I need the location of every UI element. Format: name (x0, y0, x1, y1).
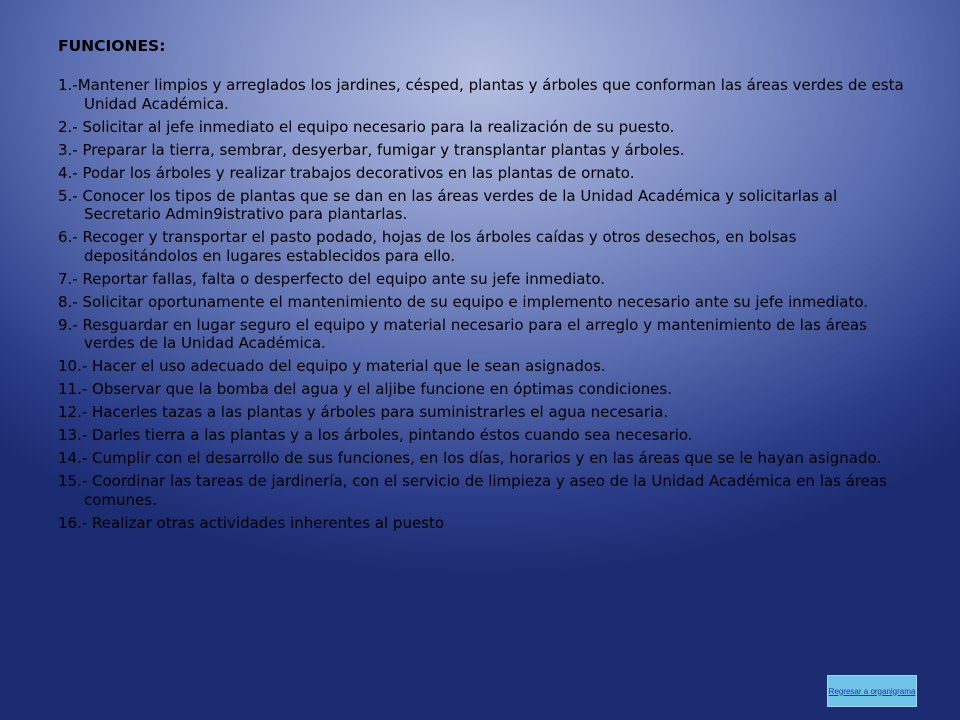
list-item: 8.- Solicitar oportunamente el mantenimiento de su equipo e implemento necesario ante su jefe inmediato. (58, 292, 869, 311)
functions-list (58, 76, 908, 532)
list-item: 5.- Conocer los tipos de plantas que se dan en las áreas verdes de la Unidad Académica y solicitarlas al Secretario Admin9istrativo para plantarlas. (58, 186, 838, 223)
list-item: 1.-Mantener limpios y arreglados los jardines, césped, plantas y árboles que conforman las áreas verdes de esta Unidad Académica. (58, 76, 904, 113)
list-item: 6.- Recoger y transportar el pasto podado, hojas de los árboles caídas y otros desechos, en bolsas depositándolos en lugares establecidos para ello. (58, 228, 797, 265)
list-item: 16.- Realizar otras actividades inherentes al puesto (58, 513, 445, 532)
list-item: 9.- Resguardar en lugar seguro el equipo y material necesario para el arreglo y mantenimiento de las áreas verdes de la Unidad Académica. (58, 315, 867, 352)
list-item: 7.- Reportar fallas, falta o desperfecto del equipo ante su jefe inmediato. (58, 269, 606, 288)
list-item: 13.- Darles tierra a las plantas y a los árboles, pintando éstos cuando sea necesario. (58, 426, 693, 444)
list-item: 4.- Podar los árboles y realizar trabajos decorativos en las plantas de ornato. (58, 163, 635, 182)
list-item: 3.- Preparar la tierra, sembrar, desyerbar, fumigar y transplantar plantas y árboles. (58, 140, 685, 159)
back-to-org-chart-button[interactable] (827, 675, 917, 707)
list-item: 15.- Coordinar las tareas de jardinería, con el servicio de limpieza y aseo de la Unidad Académica en las áreas comunes. (58, 472, 887, 509)
list-item: 12.- Hacerles tazas a las plantas y árboles para suministrarles el agua necesaria. (58, 403, 669, 421)
slide-content (58, 36, 908, 537)
back-to-org-chart-label: Regresar a organigrama (828, 686, 916, 696)
list-item: 10.- Hacer el uso adecuado del equipo y material que le sean asignados. (58, 357, 606, 375)
list-item: 2.- Solicitar al jefe inmediato el equipo necesario para la realización de su puesto. (58, 117, 675, 136)
list-item: 14.- Cumplir con el desarrollo de sus funciones, en los días, horarios y en las áreas que se le hayan asignado. (58, 449, 882, 467)
section-title: FUNCIONES: (58, 37, 166, 55)
list-item: 11.- Observar que la bomba del agua y el aljibe funcione en óptimas condiciones. (58, 380, 672, 398)
